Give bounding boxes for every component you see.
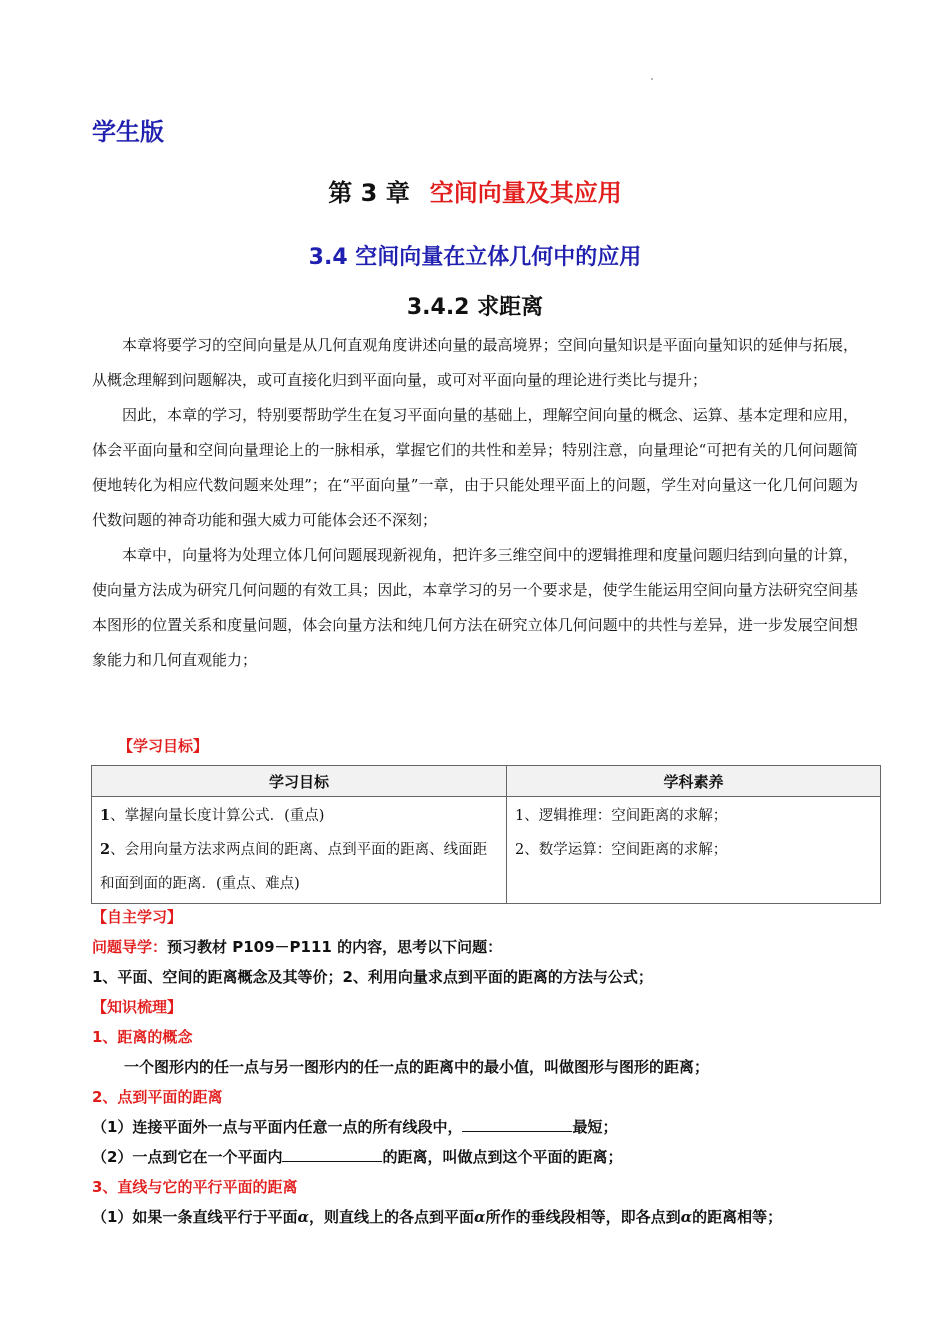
table-row [92, 797, 881, 904]
table-header: 学习目标 [92, 766, 507, 797]
literacy-item: 2、数学运算：空间距离的求解； [515, 842, 728, 858]
chapter-name: 空间向量及其应用 [429, 179, 622, 207]
guide-label: 问题导学： [92, 938, 168, 956]
intro-paragraph: 因此，本章的学习，特别要帮助学生在复习平面向量的基础上，理解空间向量的概念、运算、基本定理和应用，体会平面向量和空间向量理论上的一脉相承，掌握它们的共性和差异；特别注意，向量理论“可把有关的几何问题简便地转化为相应代数问题来处理”；在“平面向量”一章，由于只能处理平面上的问题，学生对向量这一化几何问题为代数问题的神奇功能和强大威力可能体会还不深刻； [92, 406, 858, 529]
knowledge-tag: 【知识梳理】 [92, 998, 183, 1016]
goal-item: 2、会用向量方法求两点间的距离、点到平面的距离、线面距和面到面的距离．(重点、难点) [100, 841, 488, 892]
intro-paragraph: 本章中，向量将为处理立体几何问题展现新视角，把许多三维空间中的逻辑推理和度量问题归结到向量的计算，使向量方法成为研究几何问题的有效工具；因此，本章学习的另一个要求是，使学生能运用空间向量方法研究空间基本图形的位置关系和度量问题，体会向量方法和纯几何方法在研究立体几何问题中的共性与差异，进一步发展空间想象能力和几何直观能力； [92, 546, 858, 669]
table-cell-goals [92, 797, 507, 904]
table-header: 学科素养 [507, 766, 881, 797]
edition-label: 学生版 [92, 118, 164, 146]
chapter-number: 第 3 章 [328, 179, 410, 207]
chapter-title [0, 173, 950, 208]
learning-goals-tag: 【学习目标】 [118, 737, 209, 755]
section-title: 3.4 空间向量在立体几何中的应用 [308, 245, 642, 270]
distance-concept-text: 一个图形内的任一点与另一图形内的任一点的距离中的最小值，叫做图形与图形的距离； [124, 1058, 710, 1076]
subsection-title: 3.4.2 求距离 [406, 295, 544, 320]
heading-line-plane: 3、直线与它的平行平面的距离 [92, 1178, 298, 1196]
table-header-row [92, 766, 881, 797]
guide-text: 预习教材 P109－P111 的内容，思考以下问题： [167, 938, 503, 956]
intro-paragraph: 本章将要学习的空间向量是从几何直观角度讲述向量的最高境界；空间向量知识是平面向量知识的延伸与拓展，从概念理解到问题解决，或可直接化归到平面向量，或可对平面向量的理论进行类比与提升； [92, 336, 858, 389]
heading-point-plane: 2、点到平面的距离 [92, 1088, 223, 1106]
fill-blank [462, 1113, 572, 1132]
study-content [92, 902, 872, 1232]
point-plane-item-2: （2）一点到它在一个平面内 的距离，叫做点到这个平面的距离； [92, 1142, 872, 1172]
self-study-tag: 【自主学习】 [92, 908, 183, 926]
literacy-item: 1、逻辑推理：空间距离的求解； [515, 808, 728, 824]
guide-line [92, 932, 872, 962]
goals-table [91, 765, 881, 904]
guide-questions: 1、平面、空间的距离概念及其等价；2、利用向量求点到平面的距离的方法与公式； [92, 968, 653, 986]
intro-text [92, 328, 858, 678]
point-plane-item-1: （1）连接平面外一点与平面内任意一点的所有线段中， 最短； [92, 1112, 872, 1142]
goal-item: 1、掌握向量长度计算公式．(重点) [100, 807, 325, 824]
stray-dot [651, 78, 653, 80]
fill-blank [282, 1143, 382, 1162]
heading-distance-concept: 1、距离的概念 [92, 1028, 193, 1046]
line-plane-item-1: （1）如果一条直线平行于平面α，则直线上的各点到平面α所作的垂线段相等，即各点到α的距离相等； [92, 1208, 783, 1226]
table-cell-literacy [507, 797, 881, 904]
